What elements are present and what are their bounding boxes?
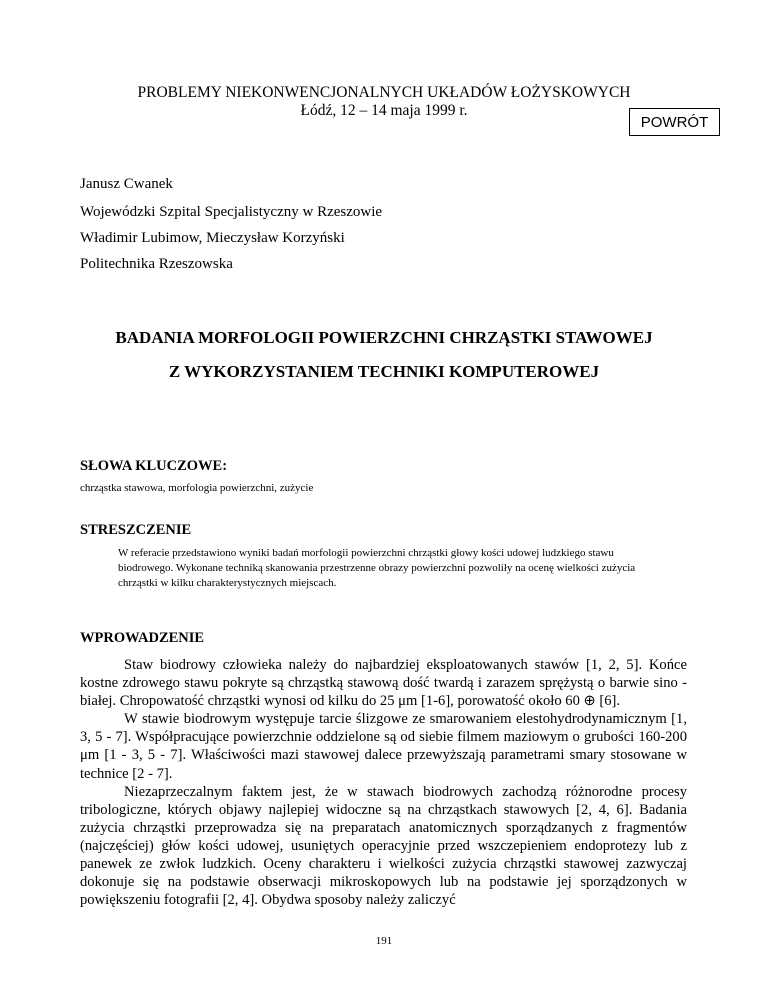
back-button[interactable]: POWRÓT — [629, 108, 720, 136]
abstract-text: W referacie przedstawiono wyniki badań morfologii powierzchni chrząstki głowy kości udowej ludzkiego stawu biodrowego. Wykonane techniką skanowania przestrzenne obrazy powierzchni pozwoliły na ocenę wielkości zużycia chrząstki w kilku charakterystycznych miejscach. — [118, 547, 636, 589]
author-affiliation: Wojewódzki Szpital Specjalistyczny w Rzeszowie — [80, 204, 383, 220]
keywords-heading: SŁOWA KLUCZOWE: — [80, 458, 228, 474]
paper-title-line-1: BADANIA MORFOLOGII POWIERZCHNI CHRZĄSTKI STAWOWEJ — [115, 328, 653, 347]
paper-title-line-2: Z WYKORZYSTANIEM TECHNIKI KOMPUTEROWEJ — [168, 362, 600, 381]
paragraph: Niezaprzeczalnym faktem jest, że w stawach biodrowych zachodzą różnorodne procesy tribologiczne, których objawy najlepiej widoczne są na chrząstkach stawowych [2, 4, 6]. Badania zużycia chrząstki przeprowadza się na preparatach anatomicznych sporządzanych z fragmentów (najczęściej) głów kości udowej, usuniętych operacyjnie przed wszczepieniem endoprotezy lub z panewek ze zwłok ludzkich. Oceny charakteru i wielkości zużycia chrząstki stawowej zazwyczaj dokonuje się na podstawie obserwacji mikroskopowych lub na podstawie jej sporządzonych w powiększeniu fotografii [2, 4]. Obydwa sposoby należy zaliczyć — [80, 783, 687, 909]
abstract-heading: STRESZCZENIE — [80, 522, 192, 538]
paragraph: Staw biodrowy człowieka należy do najbardziej eksploatowanych stawów [1, 2, 5]. Końce kostne zdrowego stawu pokryte są chrząstką stawową dość twardą i zarazem sprężystą o barwie sino - białej. Chropowatość chrząstki wynosi od kilku do 25 μm [1-6], porowatość około 60 ⊕ [6]. — [80, 657, 687, 710]
introduction-heading: WPROWADZENIE — [80, 630, 205, 646]
author-affiliation: Politechnika Rzeszowska — [80, 256, 233, 272]
page-number: 191 — [375, 935, 393, 947]
author-name: Janusz Cwanek — [80, 176, 173, 192]
introduction-body — [80, 656, 687, 909]
keywords-text: chrząstka stawowa, morfologia powierzchni, zużycie — [80, 482, 314, 494]
conference-title: PROBLEMY NIEKONWENCJONALNYCH UKŁADÓW ŁOŻYSKOWYCH — [137, 84, 631, 101]
conference-place-date: Łódź, 12 – 14 maja 1999 r. — [300, 102, 468, 119]
paragraph: W stawie biodrowym występuje tarcie ślizgowe ze smarowaniem elestohydrodynamicznym [1, 3, 5 - 7]. Współpracujące powierzchnie oddzielone są od siebie filmem maziowym o grubości 160-200 μm [1 - 3, 5 - 7]. Właściwości mazi stawowej dalece przewyższają parametrami smary stosowane w technice [2 - 7]. — [80, 711, 687, 782]
author-names: Władimir Lubimow, Mieczysław Korzyński — [80, 230, 345, 246]
